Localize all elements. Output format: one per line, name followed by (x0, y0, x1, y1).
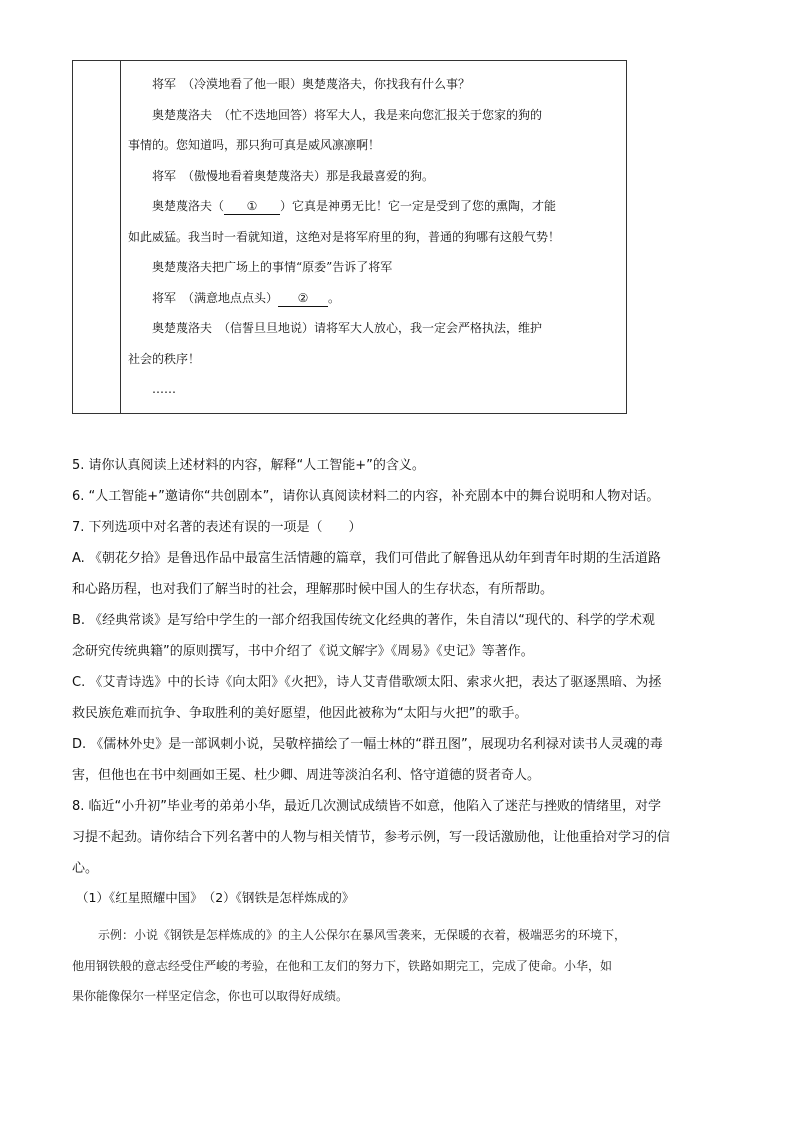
answer-blank-1[interactable]: ① (224, 198, 280, 215)
script-line: 奥楚蔑洛夫把广场上的事情“原委”告诉了将军 (152, 260, 393, 274)
question-7: 7. 下列选项中对名著的表述有误的一项是（ ） (72, 520, 362, 535)
script-line: 奥楚蔑洛夫 （信誓旦旦地说）请将军大人放心，我一定会严格执法，维护 (152, 321, 543, 335)
option-c-line1: C. 《艾青诗选》中的长诗《向太阳》《火把》，诗人艾青借歌颂太阳、索求火把，表达了驱逐黑暗、为拯 (72, 675, 662, 690)
answer-blank-2[interactable]: ② (278, 290, 328, 307)
option-b-line2: 念研究传统典籍”的原则撰写，书中介绍了《说文解字》《周易》《史记》等著作。 (72, 644, 534, 659)
example-section (72, 920, 722, 1012)
example-line: 果你能像保尔一样坚定信念，你也可以取得好成绩。 (72, 989, 349, 1003)
question-8-line3: 心。 (72, 861, 99, 876)
script-table (72, 60, 627, 414)
option-c-line2: 救民族危难而抗争、争取胜利的美好愿望，他因此被称为“太阳与火把”的歌手。 (72, 706, 528, 721)
book-list: （1）《红星照耀中国》 （2）《钢铁是怎样炼成的》 (76, 890, 355, 905)
script-line (128, 191, 623, 222)
script-text: 将军 （满意地点点头） (152, 290, 279, 305)
script-line: 将军 （冷漠地看了他一眼）奥楚蔑洛夫，你找我有什么事？ (152, 77, 471, 91)
question-8-line1: 8. 临近“小升初”毕业考的弟弟小华，最近几次测试成绩皆不如意，他陷入了迷茫与挫败的情绪里，对学 (72, 799, 662, 814)
script-text: 。 (328, 290, 341, 305)
script-line: …… (152, 382, 176, 396)
example-line: 示例：小说《钢铁是怎样炼成的》的主人公保尔在暴风雪袭来，无保暖的衣着，极端恶劣的环境下， (98, 928, 627, 942)
option-a-line1: A. 《朝花夕拾》是鲁迅作品中最富生活情趣的篇章，我们可借此了解鲁迅从幼年到青年时期的生活道路 (72, 551, 661, 566)
option-d-line2: 害，但他也在书中刻画如王冕、杜少卿、周进等淡泊名利、恪守道德的贤者奇人。 (72, 768, 541, 783)
script-line: 社会的秩序！ (128, 351, 201, 366)
example-line: 他用钢铁般的意志经受住严峻的考验，在他和工友们的努力下，铁路如期完工，完成了使命。小华，如 (72, 958, 613, 973)
table-left-column (73, 61, 121, 413)
script-text: ）它真是神勇无比！它一定是受到了您的熏陶，才能 (280, 199, 557, 213)
script-line: 如此威猛。我当时一看就知道，这绝对是将军府里的狗，普通的狗哪有这般气势！ (128, 229, 561, 244)
script-line: 事情的。您知道吗，那只狗可真是威风凛凛啊！ (128, 138, 381, 152)
question-5: 5. 请你认真阅读上述材料的内容，解释“人工智能+”的含义。 (72, 458, 425, 473)
script-line: 奥楚蔑洛夫 （忙不迭地回答）将军大人，我是来向您汇报关于您家的狗的 (152, 107, 543, 122)
question-6: 6. “人工智能+”邀请你“共创剧本”，请你认真阅读材料二的内容，补充剧本中的舞台说明和人物对话。 (72, 489, 660, 504)
option-a-line2: 和心路历程，也对我们了解当时的社会，理解那时候中国人的生存状态，有所帮助。 (72, 582, 554, 597)
option-b-line1: B. 《经典常谈》是写给中学生的一部介绍我国传统文化经典的著作，朱自清以“现代的、科学的学术观 (72, 613, 655, 628)
option-d-line1: D. 《儒林外史》是一部讽刺小说，吴敬梓描绘了一幅士林的“群丑图”，展现功名利禄对读书人灵魂的毒 (72, 737, 663, 752)
script-line (128, 283, 623, 314)
script-line: 将军 （傲慢地看着奥楚蔑洛夫）那是我最喜爱的狗。 (152, 168, 435, 183)
script-body (128, 69, 623, 405)
script-text: 奥楚蔑洛夫（ (152, 199, 225, 213)
question-8-line2: 习提不起劲。请你结合下列名著中的人物与相关情节，参考示例，写一段话激励他，让他重拾对学习的信 (72, 830, 671, 845)
